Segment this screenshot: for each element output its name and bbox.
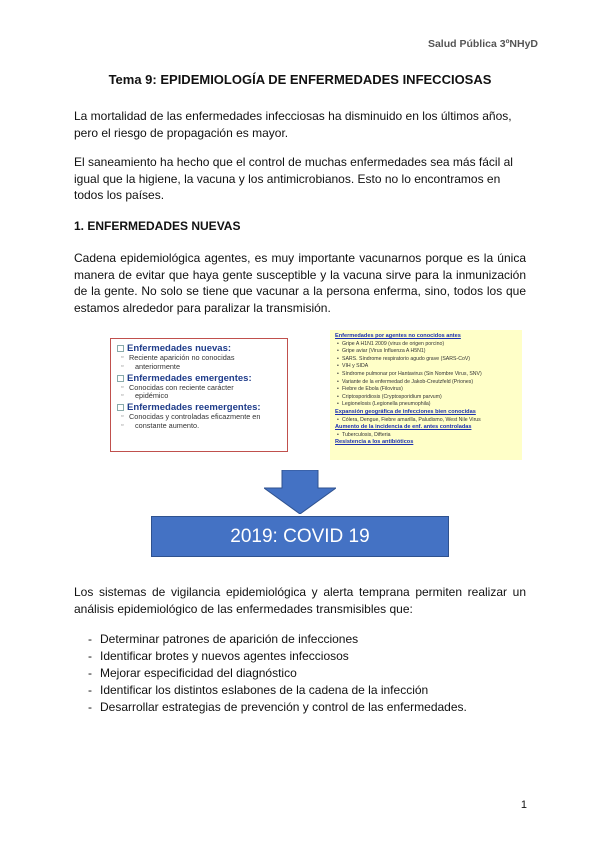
figure-subitem: ▫ constante aumento. [117,422,281,431]
list-item: • Legionelosis (Legionella pneumophila) [335,401,517,409]
section-heading: 1. ENFERMEDADES NUEVAS [74,219,241,233]
list-item: • VIH y SIDA [335,363,517,371]
figure-subitem: ▫ anteriormente [117,363,281,372]
down-arrow-icon [264,470,336,514]
text-line: todos los países. [74,188,165,202]
figure-subitem: ▫ Conocidas y controladas eficazmente en [117,413,281,422]
figure-heading: Enfermedades reemergentes: [117,402,281,413]
list-item: • Gripe aviar (Virus Influenza A H5N1) [335,348,517,356]
list-heading: Resistencia a los antibióticos [335,439,414,446]
text-line: análisis epidemiológico de las enfermedades transmisibles que: [74,601,413,616]
list-item: • Fiebre de Ébola (Filovirus) [335,386,517,394]
text-line: Cadena epidemiológica agentes, es muy importante vacunarnos porque es la única [74,251,526,265]
list-item: • SARS. Síndrome respiratorio agudo grave (SARS-CoV) [335,356,517,364]
figure-subitem: ▫ Reciente aparición no conocidas [117,354,281,363]
list-item: • Criptosporidiosis (Cryptosporidium parvum) [335,394,517,402]
surveillance-list [74,631,534,716]
checkbox-square-icon [117,404,124,411]
list-item: • Variante de la enfermedad de Jakob-Creutzfeld (Priones) [335,379,517,387]
text-line: estamos alrededor para paralizar la transmisión. [74,300,331,315]
text-line: igual que la higiene, la vacuna y los antimicrobianos. Esto no lo encontramos en [74,171,501,186]
list-item: - Identificar brotes y nuevos agentes infecciosos [88,649,349,663]
figure-heading: Enfermedades emergentes: [117,373,281,384]
intro-paragraph-1 [74,108,526,141]
list-item: - Mejorar especificidad del diagnóstico [88,666,297,680]
page-title: Tema 9: EPIDEMIOLOGÍA DE ENFERMEDADES INFECCIOSAS [108,72,492,87]
text-line: de la gente. No solo se tiene que vacunar a la persona enferma, sino, todos los que [74,284,526,298]
text-line: pero el riesgo de propagación es mayor. [74,125,289,140]
running-header: Salud Pública 3ºNHyD [427,38,538,50]
emerging-diseases-list-figure [330,330,522,460]
list-heading: Aumento de la incidencia de enf. antes controladas [335,424,472,431]
figure-subitem: ▫ epidémico [117,392,281,401]
list-item: • Síndrome pulmonar por Hantavirus (Sin Nombre Virus, SNV) [335,371,517,379]
list-item: • Tuberculosis, Difteria [335,432,517,440]
intro-paragraph-2 [74,154,526,204]
list-item: • Gripe A H1N1 2009 (virus de origen porcino) [335,341,517,349]
text-line: La mortalidad de las enfermedades infecciosas ha disminuido en los últimos años, [74,109,512,123]
covid-banner: 2019: COVID 19 [151,516,449,557]
checkbox-square-icon [117,345,124,352]
text-line: Los sistemas de vigilancia epidemiológica y alerta temprana permiten realizar un [74,585,526,599]
section-paragraph [74,250,526,316]
list-heading: Expansión geográfica de infecciones bien conocidas [335,408,476,415]
list-heading: Enfermedades por agentes no conocidos antes [335,333,461,339]
text-line: El saneamiento ha hecho que el control de muchas enfermedades sea más fácil al [74,155,513,169]
text-line: manera de evitar que haya gente susceptible y la vacuna sirve para la inmunización [74,267,526,282]
disease-types-figure [110,338,288,452]
figure-subitem: ▫ Conocidas con reciente carácter [117,384,281,393]
page-number: 1 [520,799,527,811]
list-item: - Desarrollar estrategias de prevención y control de las enfermedades. [88,700,467,714]
list-item: - Determinar patrones de aparición de infecciones [88,632,359,646]
list-item: • Cólera, Dengue, Fiebre amarilla, Paludismo, West Nile Virus [335,417,517,425]
checkbox-square-icon [117,375,124,382]
list-item: - Identificar los distintos eslabones de la cadena de la infección [88,683,429,697]
figure-heading: Enfermedades nuevas: [117,343,281,354]
surveillance-paragraph [74,584,526,617]
